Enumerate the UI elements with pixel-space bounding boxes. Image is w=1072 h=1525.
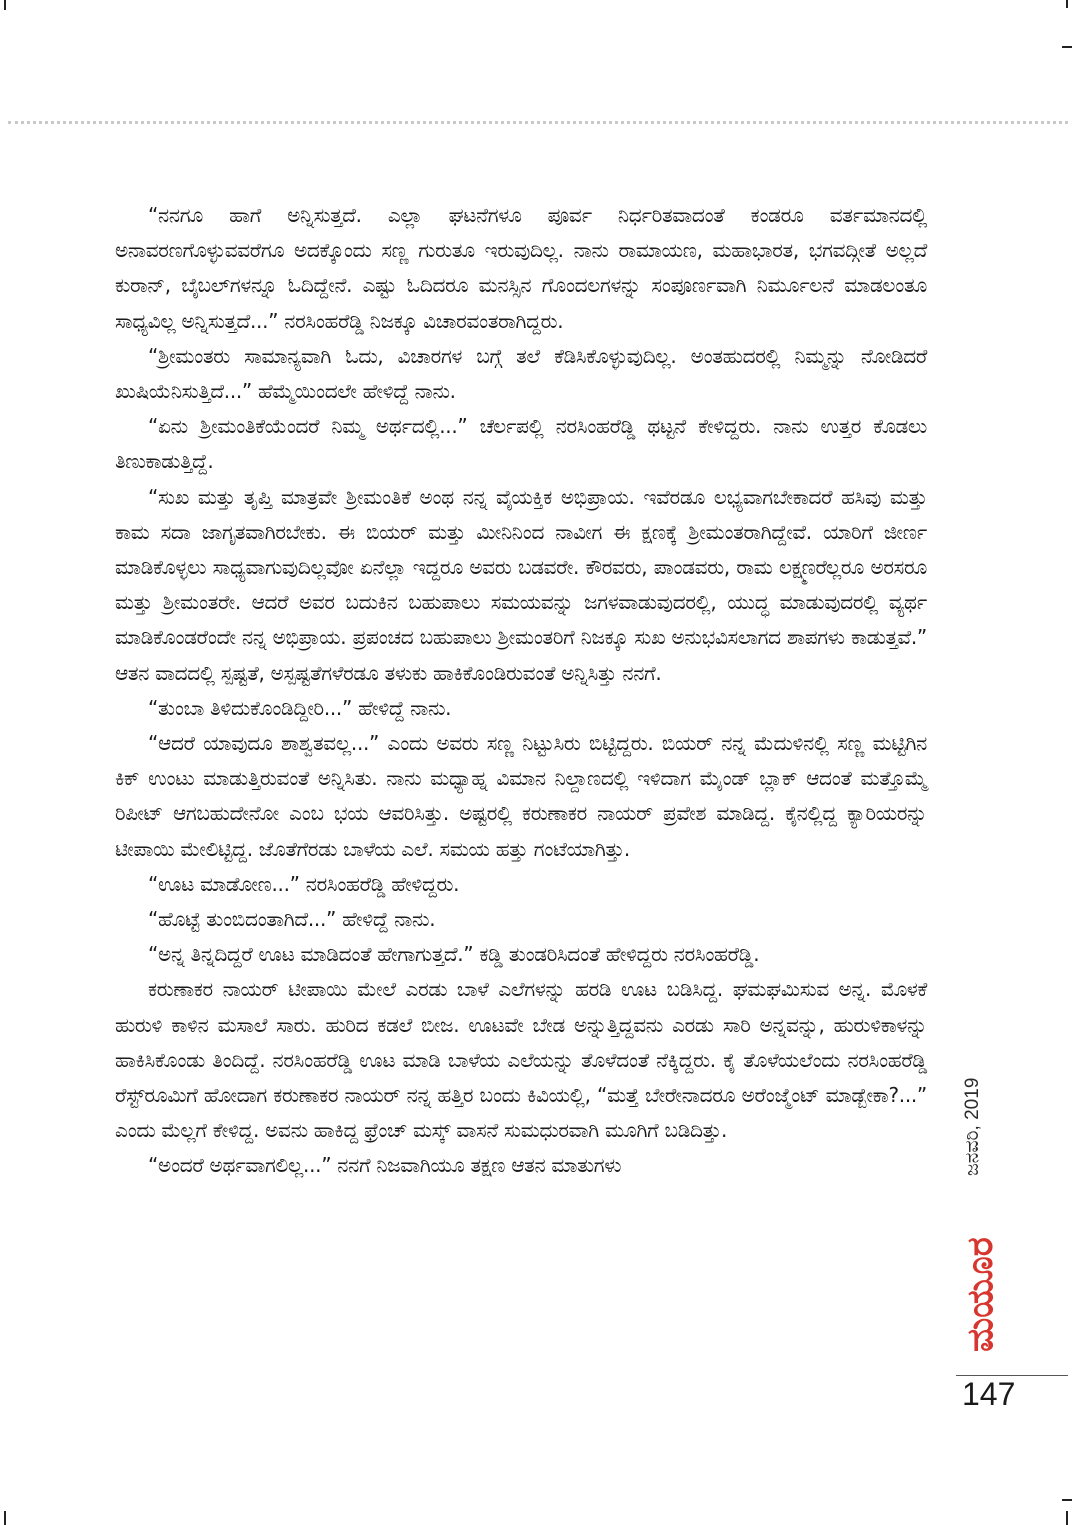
paragraph: “ತುಂಬಾ ತಿಳಿದುಕೊಂಡಿದ್ದೀರಿ...” ಹೇಳಿದ್ದೆ ನಾನು.: [148, 695, 452, 720]
paragraph: “ಹೊಟ್ಟೆ ತುಂಬಿದಂತಾಗಿದೆ...” ಹೇಳಿದ್ದೆ ನಾನು.: [148, 907, 436, 932]
paragraph: “ಅನ್ನ ತಿನ್ನದಿದ್ದರೆ ಊಟ ಮಾಡಿದಂತೆ ಹೇಗಾಗುತ್ತದೆ.” ಕಡ್ಡಿ ತುಂಡರಿಸಿದಂತೆ ಹೇಳಿದ್ದರು ನರಸಿಂಹರೆಡ್ಡಿ.: [148, 942, 760, 967]
crop-mark: [1066, 0, 1068, 8]
crop-mark: [1062, 46, 1072, 48]
issue-date: ಜನವರಿ, 2019: [962, 1078, 983, 1177]
paragraph: ಕರುಣಾಕರ ನಾಯರ್ ಟೀಪಾಯಿ ಮೇಲೆ ಎರಡು ಬಾಳೆ ಎಲೆಗಳನ್ನು ಹರಡಿ ಊಟ ಬಡಿಸಿದ್ದ. ಘಮಘಮಿಸುವ ಅನ್ನ. ಮೊಳಕೆ ಹುರುಳಿ ಕಾಳಿನ ಮಸಾಲೆ ಸಾರು. ಹುರಿದ ಕಡಲೆ ಬೀಜ. ಊಟವೇ ಬೇಡ ಅನ್ನುತ್ತಿದ್ದವನು ಎರಡು ಸಾರಿ ಅನ್ನವನ್ನು, ಹುರುಳಿಕಾಳನ್ನು ಹಾಕಿಸಿಕೊಂಡು ತಿಂದಿದ್ದೆ. ನರಸಿಂಹರೆಡ್ಡಿ ಊಟ ಮಾಡಿ ಬಾಳೆಯ ಎಲೆಯನ್ನು ತೊಳೆದಂತೆ ನೆಕ್ಕಿದ್ದರು. ಕೈ ತೊಳೆಯಲೆಂದು ನರಸಿಂಹರೆಡ್ಡಿ ರೆಸ್ಟ್‌ರೂಮಿಗೆ ಹೋದಾಗ ಕರುಣಾಕರ ನಾಯರ್ ನನ್ನ ಹತ್ತಿರ ಬಂದು ಕಿವಿಯಲ್ಲಿ, “ಮತ್ತೆ ಬೇರೇನಾದರೂ ಅರೆಂಜ್ಮೆಂಟ್ ಮಾಡ್ಬೇಕಾ?...” ಎಂದು ಮೆಲ್ಲಗೆ ಕೇಳಿದ್ದ. ಅವನು ಹಾಕಿದ್ದ ಫ್ರೆಂಚ್ ಮಸ್ಕ್ ವಾಸನೆ ಸುಮಧುರವಾಗಿ ಮೂಗಿಗೆ ಬಡಿದಿತ್ತು.: [115, 977, 927, 1143]
paragraph: “ಆದರೆ ಯಾವುದೂ ಶಾಶ್ವತವಲ್ಲ...” ಎಂದು ಅವರು ಸಣ್ಣ ನಿಟ್ಟುಸಿರು ಬಿಟ್ಟಿದ್ದರು. ಬಿಯರ್ ನನ್ನ ಮೆದುಳಿನಲ್ಲಿ ಸಣ್ಣ ಮಟ್ಟಿಗಿನ ಕಿಕ್ ಉಂಟು ಮಾಡುತ್ತಿರುವಂತೆ ಅನ್ನಿಸಿತು. ನಾನು ಮಧ್ಯಾಹ್ನ ವಿಮಾನ ನಿಲ್ದಾಣದಲ್ಲಿ ಇಳಿದಾಗ ಮೈಂಡ್ ಬ್ಲಾಕ್ ಆದಂತೆ ಮತ್ತೊಮ್ಮೆ ರಿಪೀಟ್ ಆಗಬಹುದೇನೋ ಎಂಬ ಭಯ ಆವರಿಸಿತ್ತು. ಅಷ್ಟರಲ್ಲಿ ಕರುಣಾಕರ ನಾಯರ್ ಪ್ರವೇಶ ಮಾಡಿದ್ದ. ಕೈನಲ್ಲಿದ್ದ ಕ್ಯಾರಿಯರನ್ನು ಟೀಪಾಯಿ ಮೇಲಿಟ್ಟಿದ್ದ. ಜೊತೆಗೆರಡು ಬಾಳೆಯ ಎಲೆ. ಸಮಯ ಹತ್ತು ಗಂಟೆಯಾಗಿತ್ತು.: [115, 731, 927, 861]
paragraph: “ಶ್ರೀಮಂತರು ಸಾಮಾನ್ಯವಾಗಿ ಓದು, ವಿಚಾರಗಳ ಬಗ್ಗೆ ತಲೆ ಕೆಡಿಸಿಕೊಳ್ಳುವುದಿಲ್ಲ. ಅಂತಹುದರಲ್ಲಿ ನಿಮ್ಮನ್ನು ನೋಡಿದರೆ ಖುಷಿಯೆನಿಸುತ್ತಿದೆ...” ಹೆಮ್ಮೆಯಿಂದಲೇ ಹೇಳಿದ್ದೆ ನಾನು.: [115, 343, 927, 404]
paragraph: “ಸುಖ ಮತ್ತು ತೃಪ್ತಿ ಮಾತ್ರವೇ ಶ್ರೀಮಂತಿಕೆ ಅಂಥ ನನ್ನ ವೈಯಕ್ತಿಕ ಅಭಿಪ್ರಾಯ. ಇವೆರಡೂ ಲಭ್ಯವಾಗಬೇಕಾದರೆ ಹಸಿವು ಮತ್ತು ಕಾಮ ಸದಾ ಜಾಗೃತವಾಗಿರಬೇಕು. ಈ ಬಿಯರ್ ಮತ್ತು ಮೀನಿನಿಂದ ನಾವೀಗ ಈ ಕ್ಷಣಕ್ಕೆ ಶ್ರೀಮಂತರಾಗಿದ್ದೇವೆ. ಯಾರಿಗೆ ಜೀರ್ಣ ಮಾಡಿಕೊಳ್ಳಲು ಸಾಧ್ಯವಾಗುವುದಿಲ್ಲವೋ ಏನೆಲ್ಲಾ ಇದ್ದರೂ ಅವರು ಬಡವರೇ. ಕೌರವರು, ಪಾಂಡವರು, ರಾಮ ಲಕ್ಷ್ಮಣರೆಲ್ಲರೂ ಅರಸರೂ ಮತ್ತು ಶ್ರೀಮಂತರೇ. ಆದರೆ ಅವರ ಬದುಕಿನ ಬಹುಪಾಲು ಸಮಯವನ್ನು ಜಗಳವಾಡುವುದರಲ್ಲಿ, ಯುದ್ಧ ಮಾಡುವುದರಲ್ಲಿ ವ್ಯರ್ಥ ಮಾಡಿಕೊಂಡರೆಂದೇ ನನ್ನ ಅಭಿಪ್ರಾಯ. ಪ್ರಪಂಚದ ಬಹುಪಾಲು ಶ್ರೀಮಂತರಿಗೆ ನಿಜಕ್ಕೂ ಸುಖ ಅನುಭವಿಸಲಾಗದ ಶಾಪಗಳು ಕಾಡುತ್ತವೆ.” ಆತನ ವಾದದಲ್ಲಿ ಸ್ಪಷ್ಟತೆ, ಅಸ್ಪಷ್ಟತೆಗಳೆರಡೂ ತಳುಕು ಹಾಕಿಕೊಂಡಿರುವಂತೆ ಅನ್ನಿಸಿತ್ತು ನನಗೆ.: [115, 484, 927, 685]
paragraph: “ನನಗೂ ಹಾಗೆ ಅನ್ನಿಸುತ್ತದೆ. ಎಲ್ಲಾ ಘಟನೆಗಳೂ ಪೂರ್ವ ನಿರ್ಧರಿತವಾದಂತೆ ಕಂಡರೂ ವರ್ತಮಾನದಲ್ಲಿ ಅನಾವರಣಗೊಳ್ಳುವವರೆಗೂ ಅದಕ್ಕೊಂದು ಸಣ್ಣ ಗುರುತೂ ಇರುವುದಿಲ್ಲ. ನಾನು ರಾಮಾಯಣ, ಮಹಾಭಾರತ, ಭಗವದ್ಗೀತೆ ಅಲ್ಲದೆ ಕುರಾನ್, ಬೈಬಲ್‌ಗಳನ್ನೂ ಓದಿದ್ದೇನೆ. ಎಷ್ಟು ಓದಿದರೂ ಮನಸ್ಸಿನ ಗೊಂದಲಗಳನ್ನು ಸಂಪೂರ್ಣವಾಗಿ ನಿರ್ಮೂಲನೆ ಮಾಡಲಂತೂ ಸಾಧ್ಯವಿಲ್ಲ ಅನ್ನಿಸುತ್ತದೆ...” ನರಸಿಂಹರೆಡ್ಡಿ ನಿಜಕ್ಕೂ ವಿಚಾರವಂತರಾಗಿದ್ದರು.: [115, 203, 927, 333]
paragraph: “ಊಟ ಮಾಡೋಣ...” ನರಸಿಂಹರೆಡ್ಡಿ ಹೇಳಿದ್ದರು.: [148, 871, 460, 896]
crop-mark: [1062, 1499, 1072, 1501]
crop-mark: [4, 1511, 6, 1525]
paragraph: “ಅಂದರೆ ಅರ್ಥವಾಗಲಿಲ್ಲ...” ನನಗೆ ನಿಜವಾಗಿಯೂ ತಕ್ಷಣ ಆತನ ಮಾತುಗಳು: [148, 1153, 622, 1178]
paragraph: “ಏನು ಶ್ರೀಮಂತಿಕೆಯೆಂದರೆ ನಿಮ್ಮ ಅರ್ಥದಲ್ಲಿ...” ಚೆರ್ಲಪಲ್ಲಿ ನರಸಿಂಹರೆಡ್ಡಿ ಥಟ್ಟನೆ ಕೇಳಿದ್ದರು. ನಾನು ಉತ್ತರ ಕೊಡಲು ತಿಣುಕಾಡುತ್ತಿದ್ದೆ.: [115, 414, 927, 474]
crop-mark: [1066, 1511, 1068, 1525]
article-body: [115, 198, 927, 1184]
crop-mark: [4, 0, 6, 10]
page-number: 147: [962, 1376, 1016, 1412]
magazine-logo: ಮಯೂರ: [960, 1237, 1001, 1353]
header-dotted-rule: [8, 121, 1068, 124]
